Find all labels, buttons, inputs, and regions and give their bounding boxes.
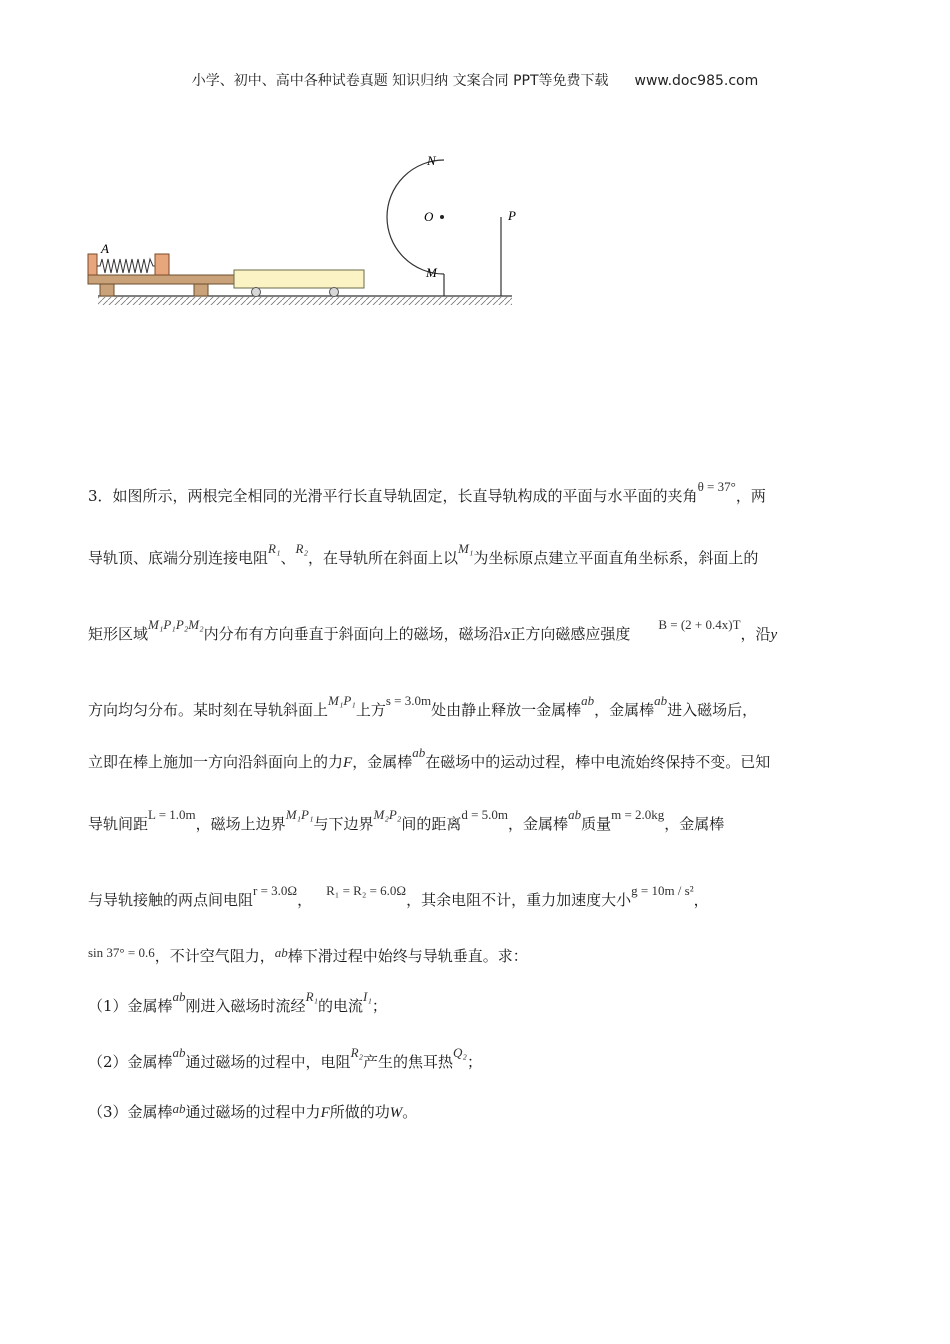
physics-figure — [84, 150, 524, 320]
label-m: M — [426, 265, 437, 280]
page-header — [0, 70, 950, 90]
question-line-5: 立即在棒上施加一方向沿斜面向上的力F，金属棒ab在磁场中的运动过程，棒中电流始终保持不变。已知 — [88, 745, 771, 771]
question-line-4: 方向均匀分布。某时刻在导轨斜面上M₁P₁上方s = 3.0m处由静止释放一金属棒ab，金属棒ab进入磁场后， — [88, 693, 758, 719]
spring — [97, 259, 155, 273]
label-o: O — [424, 209, 434, 224]
sub-question-1: （1）金属棒ab刚进入磁场时流经R₁的电流I₁； — [88, 989, 387, 1015]
ground-hatch — [98, 297, 512, 305]
label-p: P — [508, 208, 516, 223]
question-line-3: 矩形区域M₁P₁P₂M₂内分布有方向垂直于斜面向上的磁场，磁场沿x正方向磁感应强度B = (2 + 0.4x)T，沿y — [88, 617, 778, 643]
block-a — [88, 254, 97, 275]
header-text: 小学、初中、高中各种试卷真题 知识归纳 文案合同 PPT等免费下载 — [191, 73, 609, 89]
label-n: N — [427, 153, 436, 168]
semicircle-track — [387, 160, 444, 274]
label-a: A — [101, 241, 109, 256]
sub-question-2: （2）金属棒ab通过磁场的过程中，电阻R₂产生的焦耳热Q₂； — [88, 1045, 482, 1071]
cart-wheel-right — [330, 288, 339, 297]
question-line-2: 导轨顶、底端分别连接电阻R₁、R₂，在导轨所在斜面上以M₁为坐标原点建立平面直角坐标系，斜面上的 — [88, 541, 759, 567]
sub-question-3: （3）金属棒ab通过磁场的过程中力F所做的功W。 — [88, 1101, 418, 1121]
block-b — [155, 254, 169, 275]
cart-wheel-left — [252, 288, 261, 297]
center-point-o — [440, 215, 444, 219]
cart-body — [234, 270, 364, 288]
platform-board — [88, 275, 234, 284]
question-line-7: 与导轨接触的两点间电阻r = 3.0Ω，R₁ = R₂ = 6.0Ω，其余电阻不计，重力加速度大小g = 10m / s²， — [88, 883, 709, 909]
question-line-1: 3．如图所示，两根完全相同的光滑平行长直导轨固定，长直导轨构成的平面与水平面的夹角θ = 37°，两 — [88, 479, 766, 505]
question-line-8: sin 37° = 0.6，不计空气阻力，ab棒下滑过程中始终与导轨垂直。求： — [88, 945, 528, 965]
platform-leg-right — [194, 284, 208, 296]
platform-leg-left — [100, 284, 114, 296]
question-line-6: 导轨间距L = 1.0m，磁场上边界M₁P₁与下边界M₂P₂间的距离d = 5.0m，金属棒ab质量m = 2.0kg，金属棒 — [88, 807, 725, 833]
header-url: www.doc985.com — [634, 73, 759, 89]
